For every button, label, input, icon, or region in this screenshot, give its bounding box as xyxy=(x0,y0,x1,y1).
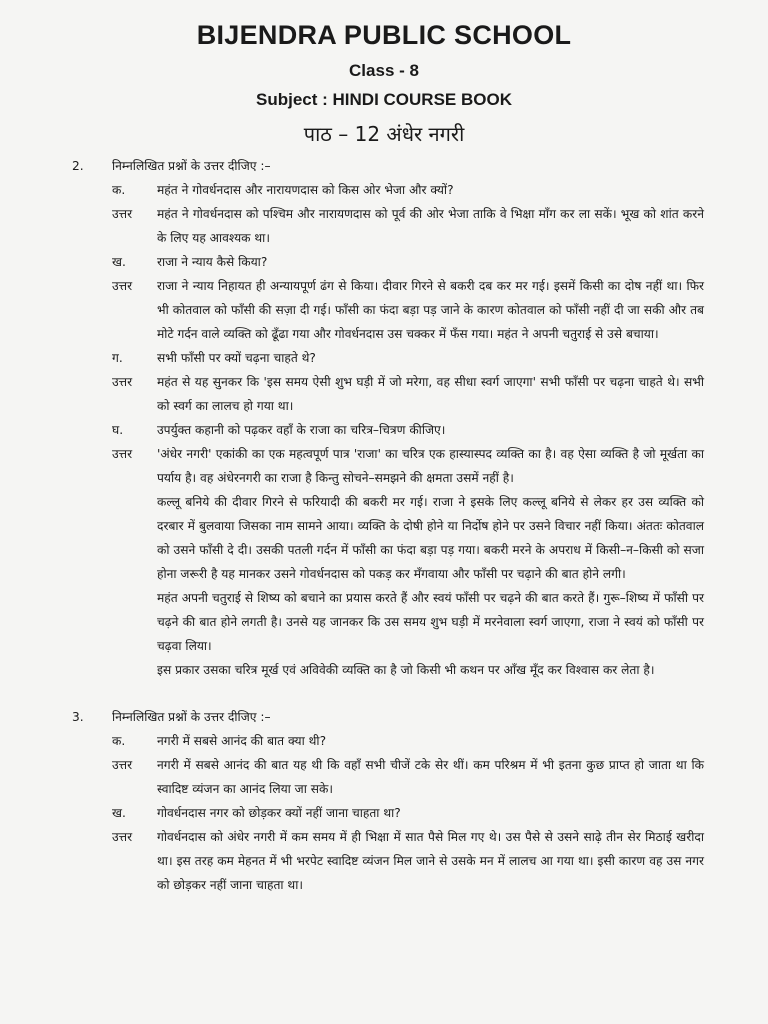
item-label: उत्तर xyxy=(112,447,133,461)
answer-item xyxy=(0,825,768,897)
item-label: उत्तर xyxy=(112,207,133,221)
item-label: क. xyxy=(112,734,126,748)
answer-paragraph: महंत अपनी चतुराई से शिष्य को बचाने का प्रयास करते हैं और स्वयं फाँसी पर चढ़ने की बात करते हैं। गुरू–शिष्य में फाँसी पर चढ़ने की बात होने लगती है। उनसे यह जानकर कि उस समय शुभ घड़ी में मरनेवाला स्वर्ग जाएगा, राजा ने स्वयं को फाँसी पर चढ़वा लिया। xyxy=(157,591,704,653)
answer-item xyxy=(0,442,768,682)
answer-paragraph: इस प्रकार उसका चरित्र मूर्ख एवं अविवेकी व्यक्ति का है जो किसी भी कथन पर आँख मूँद कर विश्वास कर लेता है। xyxy=(157,663,655,677)
question-text: महंत ने गोवर्धनदास और नारायणदास को किस ओर भेजा और क्यों? xyxy=(157,183,454,197)
answer-item xyxy=(0,202,768,250)
section-heading-row xyxy=(0,154,768,178)
school-name: BIJENDRA PUBLIC SCHOOL xyxy=(196,20,572,50)
answer-text: गोवर्धनदास को अंधेर नगरी में कम समय में ही भिक्षा में सात पैसे मिल गए थे। उस पैसे से उसने साढ़े तीन सेर मिठाई खरीदा था। इस तरह कम मेहनत में भी भरपेट स्वादिष्ट व्यंजन मिल जाने से उसके मन में लालच आ गया था। इसी कारण वह उस नगर को छोड़कर नहीं जाना चाहता था। xyxy=(157,830,704,892)
section-number: 2. xyxy=(72,159,84,173)
answer-paragraph: 'अंधेर नगरी' एकांकी का एक महत्वपूर्ण पात्र 'राजा' का चरित्र एक हास्यास्पद व्यक्ति का है। वह ऐसा व्यक्ति है जो मूर्खता का पर्याय है। वह अंधेरनगरी का राजा है किन्तु सोचने–समझने की क्षमता उसमें नहीं है। xyxy=(157,447,704,485)
section-spacer xyxy=(0,682,768,705)
section-heading-row xyxy=(0,705,768,729)
question-item xyxy=(0,418,768,442)
answer-paragraph: कल्लू बनिये की दीवार गिरने से फरियादी की बकरी मर गई। राजा ने इसके लिए कल्लू बनिये से लेकर हर उस व्यक्ति को दरबार में बुलवाया जिसका नाम सामने आया। व्यक्ति के दोषी होने या निर्दोष होने पर उसने विचार नहीं किया। अंततः कोतवाल को उसने फाँसी दे दी। उसकी पतली गर्दन में फाँसी का फंदा बड़ा पड़ गया। बकरी मरने के अपराध में किसी–न–किसी को सजा होना जरूरी है यह मानकर उसने गोवर्धनदास को पकड़ कर मँगवाया और फाँसी पर चढ़ाने की बात होने लगी। xyxy=(157,495,704,581)
item-label: उत्तर xyxy=(112,758,133,772)
question-text: उपर्युक्त कहानी को पढ़कर वहाँ के राजा का चरित्र–चित्रण कीजिए। xyxy=(157,423,446,437)
section-heading: निम्नलिखित प्रश्नों के उत्तर दीजिए :– xyxy=(112,159,271,173)
question-item xyxy=(0,729,768,753)
item-label: ख. xyxy=(112,806,126,820)
answer-item xyxy=(0,274,768,346)
question-section xyxy=(0,154,768,682)
class-label: Class - 8 xyxy=(349,61,419,80)
answer-item xyxy=(0,753,768,801)
item-label: उत्तर xyxy=(112,375,133,389)
question-section xyxy=(0,705,768,897)
question-item xyxy=(0,178,768,202)
worksheet-body xyxy=(0,154,768,897)
answer-text: राजा ने न्याय निहायत ही अन्यायपूर्ण ढंग से किया। दीवार गिरने से बकरी दब कर मर गई। इसमें किसी का दोष नहीं था। फिर भी कोतवाल को फाँसी की सज़ा दी गई। फाँसी का फंदा बड़ा पड़ जाने के कारण कोतवाल को फाँसी नहीं दी जा सकी और तब मोटे गर्दन वाले व्यक्ति को ढूँढा गया और गोवर्धनदास उस चक्कर में फँस गया। महंत ने अपनी चतुराई से उसे बचाया। xyxy=(157,279,704,341)
question-text: नगरी में सबसे आनंद की बात क्या थी? xyxy=(157,734,327,748)
lesson-title: पाठ – 12 अंधेर नगरी xyxy=(303,122,465,146)
answer-text: महंत से यह सुनकर कि 'इस समय ऐसी शुभ घड़ी में जो मरेगा, वह सीधा स्वर्ग जाएगा' सभी फाँसी पर चढ़ना चाहते थे। सभी को स्वर्ग का लालच हो गया था। xyxy=(157,375,704,413)
question-text: सभी फाँसी पर क्यों चढ़ना चाहते थे? xyxy=(157,351,316,365)
item-label: घ. xyxy=(112,423,124,437)
question-item xyxy=(0,346,768,370)
item-label: ग. xyxy=(112,351,123,365)
question-item xyxy=(0,801,768,825)
subject-label: Subject : HINDI COURSE BOOK xyxy=(256,90,512,109)
section-heading: निम्नलिखित प्रश्नों के उत्तर दीजिए :– xyxy=(112,710,271,724)
item-label: ख. xyxy=(112,255,126,269)
item-label: उत्तर xyxy=(112,830,133,844)
question-item xyxy=(0,250,768,274)
item-label: क. xyxy=(112,183,126,197)
section-number: 3. xyxy=(72,710,84,724)
answer-text: महंत ने गोवर्धनदास को पश्चिम और नारायणदास को पूर्व की ओर भेजा ताकि वे भिक्षा माँग कर ला सकें। भूख को शांत करने के लिए यह आवश्यक था। xyxy=(157,207,704,245)
question-text: राजा ने न्याय कैसे किया? xyxy=(157,255,268,269)
item-label: उत्तर xyxy=(112,279,133,293)
question-text: गोवर्धनदास नगर को छोड़कर क्यों नहीं जाना चाहता था? xyxy=(157,806,401,820)
answer-item xyxy=(0,370,768,418)
answer-text: नगरी में सबसे आनंद की बात यह थी कि वहाँ सभी चीजें टके सेर थीं। कम परिश्रम में भी इतना कुछ प्राप्त हो जाता था कि स्वादिष्ट व्यंजन का आनंद लिया जा सके। xyxy=(157,758,704,796)
